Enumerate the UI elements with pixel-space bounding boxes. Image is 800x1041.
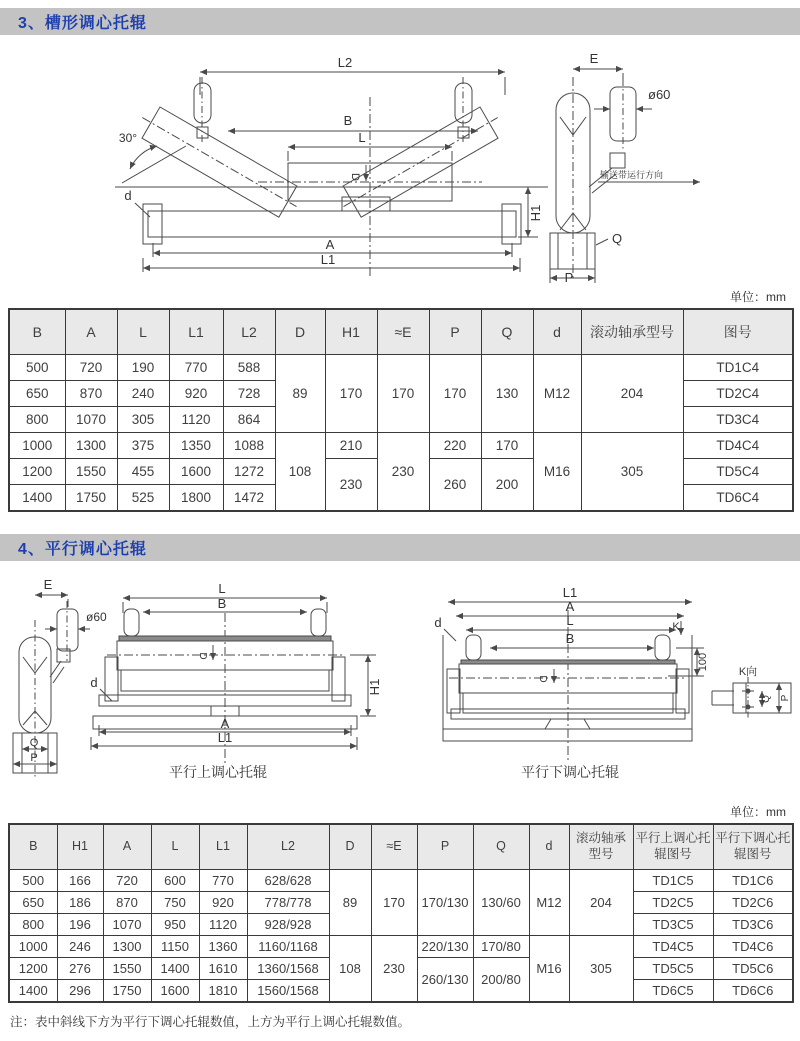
t2-cell-fig: TD3C6 [713,914,793,936]
t1-cell: 728 [223,381,275,407]
t1-cell: 305 [117,407,169,433]
dim-label-e: E [589,51,599,66]
dim-label-dia60: ø60 [648,87,671,102]
t2-cell: 750 [151,892,199,914]
section4-title: 4、平行调心托辊 [18,541,147,558]
t2-col-H1: H1 [57,824,103,870]
t2-cell: 800 [9,914,57,936]
t2-cell-merged: 200/80 [473,958,529,1003]
t1-cell: 1800 [169,485,223,512]
t2-cell: 950 [151,914,199,936]
table-row [9,870,793,892]
section3-title: 3、槽形调心托辊 [18,15,147,32]
dim-label-b-upper: B [217,596,227,611]
dim-label-a-upper: A [220,716,230,731]
t2-cell: 166 [57,870,103,892]
t2-cell: 928/928 [247,914,329,936]
t2-cell-merged: 170/130 [417,870,473,936]
t1-cell: 220 [429,433,481,459]
dim-label-d-bolt: d [124,188,132,203]
dim-label-e-left: E [43,577,53,592]
t1-cell-merged: 230 [325,459,377,512]
t1-cell: 1400 [9,485,65,512]
t1-cell-merged: 305 [581,433,683,512]
t2-cell: 650 [9,892,57,914]
t2-cell: 1550 [103,958,151,980]
t1-col-P: P [429,309,481,355]
dim-label-l2: L2 [337,55,353,70]
t2-cell-fig: TD2C5 [633,892,713,914]
t2-cell: 600 [151,870,199,892]
t1-cell-merged: 130 [481,355,533,433]
t1-cell: 525 [117,485,169,512]
dim-label-l-lower: L [566,613,574,628]
t2-col-fig-up: 平行上调心托辊图号 [633,824,713,870]
t1-cell-fig: TD6C4 [683,485,793,512]
t1-cell: 1070 [65,407,117,433]
t1-cell: 720 [65,355,117,381]
t2-cell: 778/778 [247,892,329,914]
t1-cell: 1550 [65,459,117,485]
t2-col-Q: Q [473,824,529,870]
t2-cell: 276 [57,958,103,980]
t2-cell: 1610 [199,958,247,980]
t2-col-bearing: 滚动轴承型号 [569,824,633,870]
t2-cell: 1160/1168 [247,936,329,958]
t2-cell-merged: 305 [569,936,633,1003]
trough-idler-drawing [0,47,800,285]
t2-cell: 1360/1568 [247,958,329,980]
t2-col-L: L [151,824,199,870]
t2-col-B: B [9,824,57,870]
dim-label-a-lower: A [565,599,575,614]
dim-label-dd-upper: D [197,652,208,660]
t1-cell: 800 [9,407,65,433]
t1-cell-merged: M12 [533,355,581,433]
t2-col-E: ≈E [371,824,417,870]
t2-cell-fig: TD3C5 [633,914,713,936]
upper-idler-caption: 平行上调心托辊 [169,764,267,780]
t1-cell: 1120 [169,407,223,433]
t1-cell-fig: TD1C4 [683,355,793,381]
dim-label-dia60-left: ø60 [86,610,107,624]
t1-cell: 375 [117,433,169,459]
t1-cell: 455 [117,459,169,485]
t2-cell: 1750 [103,980,151,1003]
t2-cell: 1360 [199,936,247,958]
t1-cell: 1000 [9,433,65,459]
t2-cell-fig: TD1C5 [633,870,713,892]
t1-cell: 1200 [9,459,65,485]
dim-label-q-left: Q [29,737,39,749]
section3-header-bar [0,8,800,35]
t2-cell: 220/130 [417,936,473,958]
t2-cell: 870 [103,892,151,914]
t1-cell: 500 [9,355,65,381]
t2-cell-merged: 230 [371,936,417,1003]
t1-col-A: A [65,309,117,355]
t2-cell: 720 [103,870,151,892]
section4-header-bar [0,534,800,561]
t1-col-B: B [9,309,65,355]
t2-cell-merged: 108 [329,936,371,1003]
t2-cell: 246 [57,936,103,958]
t2-cell-merged: 204 [569,870,633,936]
t1-cell: 1750 [65,485,117,512]
t1-cell: 588 [223,355,275,381]
t2-cell: 186 [57,892,103,914]
t1-cell-merged: 170 [429,355,481,433]
t2-cell: 296 [57,980,103,1003]
dim-label-l1-lower: L1 [562,585,578,600]
t2-cell: 170/80 [473,936,529,958]
dim-label-b-lower: B [565,631,575,646]
table-row [9,936,793,958]
unit-label-1: 单位：mm [730,290,786,304]
t1-col-L1: L1 [169,309,223,355]
dim-label-d-upper: d [90,675,98,690]
t1-cell-merged: 204 [581,355,683,433]
t2-cell: 1400 [9,980,57,1003]
t1-cell-fig: TD5C4 [683,459,793,485]
t2-cell-fig: TD6C5 [633,980,713,1003]
t1-cell: 190 [117,355,169,381]
t2-cell-merged: 89 [329,870,371,936]
t1-cell: 1600 [169,459,223,485]
unit-label-2: 单位：mm [730,805,786,819]
t1-cell: 1472 [223,485,275,512]
t2-cell: 500 [9,870,57,892]
t2-col-d: d [529,824,569,870]
t2-col-L2: L2 [247,824,329,870]
t1-cell: 920 [169,381,223,407]
t2-cell-merged: M12 [529,870,569,936]
t2-cell: 1300 [103,936,151,958]
t1-cell-merged: 170 [325,355,377,433]
t2-cell: 1400 [151,958,199,980]
dim-label-a: A [325,237,335,252]
dim-label-angle: 30° [118,131,138,145]
t2-cell: 1000 [9,936,57,958]
t2-col-fig-down: 平行下调心托辊图号 [713,824,793,870]
t1-cell: 870 [65,381,117,407]
dim-label-l1: L1 [320,252,336,267]
t2-cell-fig: TD5C6 [713,958,793,980]
t2-cell: 1070 [103,914,151,936]
t1-col-d: d [533,309,581,355]
t1-cell: 240 [117,381,169,407]
t1-col-fig: 图号 [683,309,793,355]
t1-cell-fig: TD4C4 [683,433,793,459]
t2-col-P: P [417,824,473,870]
t2-cell-merged: 170 [371,870,417,936]
dim-label-l: L [358,130,366,145]
lower-idler-caption: 平行下调心托辊 [521,764,619,780]
t1-cell-fig: TD2C4 [683,381,793,407]
t1-cell-merged: 230 [377,433,429,512]
t1-col-D: D [275,309,325,355]
t2-cell: 1120 [199,914,247,936]
t1-cell: 1088 [223,433,275,459]
dim-label-l-upper: L [218,581,226,596]
t2-cell: 920 [199,892,247,914]
parallel-idler-spec-table [8,823,794,1003]
t2-cell: 1200 [9,958,57,980]
trough-idler-labels [119,51,670,285]
t1-col-Q: Q [481,309,533,355]
dim-label-100: 100 [697,652,709,672]
t2-cell-merged: M16 [529,936,569,1003]
t2-cell-fig: TD4C5 [633,936,713,958]
t1-col-L2: L2 [223,309,275,355]
t1-cell: 1272 [223,459,275,485]
t1-cell-merged: 170 [377,355,429,433]
t1-col-L: L [117,309,169,355]
t1-cell-merged: 260 [429,459,481,512]
t2-cell: 628/628 [247,870,329,892]
t2-cell: 1150 [151,936,199,958]
t2-col-L1: L1 [199,824,247,870]
t2-cell-fig: TD2C6 [713,892,793,914]
parallel-idler-drawings [0,565,800,800]
t2-header-row [9,824,793,870]
t1-col-E: ≈E [377,309,429,355]
dim-label-q-lower: Q [761,695,772,703]
t1-cell: 1300 [65,433,117,459]
dim-label-h1-upper: H1 [367,678,382,696]
t2-col-D: D [329,824,371,870]
trough-idler-spec-table [8,308,794,512]
t1-cell: 210 [325,433,377,459]
t2-col-A: A [103,824,151,870]
t2-cell: 1600 [151,980,199,1003]
t2-cell: 1560/1568 [247,980,329,1003]
dim-label-l1-upper: L1 [217,730,233,745]
t1-col-bearing: 滚动轴承型号 [581,309,683,355]
t1-cell: 864 [223,407,275,433]
t1-cell: 770 [169,355,223,381]
belt-direction-label: 输送带运行方向 [600,170,664,180]
dim-label-dd-lower: D [537,675,548,683]
dim-label-d-lower: d [434,615,442,630]
t2-cell: 770 [199,870,247,892]
t2-cell-merged: 260/130 [417,958,473,1003]
t1-cell-merged: M16 [533,433,581,512]
t2-cell: 196 [57,914,103,936]
k-view-label: K向 [738,666,758,678]
t1-cell-merged: 108 [275,433,325,512]
t2-cell-fig: TD5C5 [633,958,713,980]
t1-cell: 1350 [169,433,223,459]
t1-cell-fig: TD3C4 [683,407,793,433]
dim-label-d-roller: D [349,173,361,181]
t2-cell-fig: TD4C6 [713,936,793,958]
t2-cell-merged: 130/60 [473,870,529,936]
dim-label-p-left: P [30,752,38,764]
dim-label-k: K [672,621,680,633]
t1-cell-merged: 200 [481,459,533,512]
t1-cell: 650 [9,381,65,407]
t1-cell: 170 [481,433,533,459]
t1-col-H1: H1 [325,309,377,355]
dim-label-h1: H1 [528,204,543,222]
table-row [9,355,793,381]
t1-cell-merged: 89 [275,355,325,433]
t2-cell-fig: TD6C6 [713,980,793,1003]
t2-cell-fig: TD1C6 [713,870,793,892]
table-row [9,433,793,459]
dim-label-p: P [564,270,574,285]
dim-label-q: Q [612,231,623,246]
table-footnote: 注：表中斜线下方为平行下调心托辊数值，上方为平行上调心托辊数值。 [10,1015,411,1029]
dim-label-p-lower: P [780,694,791,702]
t2-cell: 1810 [199,980,247,1003]
t1-header-row [9,309,793,355]
dim-label-b: B [343,113,353,128]
